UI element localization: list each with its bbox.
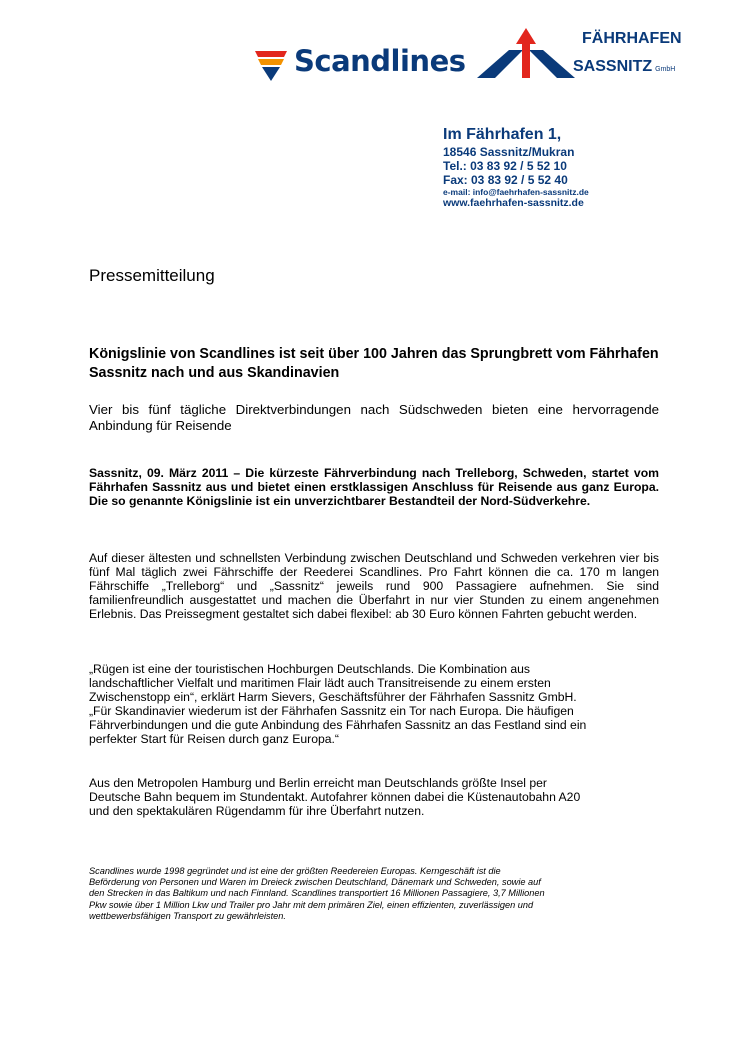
body-paragraph-2 <box>89 662 659 746</box>
address-tel: Tel.: 03 83 92 / 5 52 10 <box>443 159 567 173</box>
body-paragraph-3-line: und den spektakulären Rügendamm für ihre Überfahrt nutzen. <box>89 804 425 818</box>
lead-paragraph: Sassnitz, 09. März 2011 – Die kürzeste Fährverbindung nach Trelleborg, Schweden, startet vom Fährhafen Sassnitz aus und bietet einen erstklassigen Anschluss für Reisende aus ganz Europa. Die so genannte Königslinie ist ein unverzichtbarer Bestandteil der Nord-Südverkehre. <box>89 466 659 508</box>
subheadline: Vier bis fünf tägliche Direktverbindungen nach Südschweden bieten eine hervorragende Anbindung für Reisende <box>89 402 659 433</box>
body-paragraph-1: Auf dieser ältesten und schnellsten Verbindung zwischen Deutschland und Schweden verkehren vier bis fünf Mal täglich zwei Fährschiffe der Reederei Scandlines. Pro Fahrt können die ca. 170 m langen Fährschiffe „Trelleborg“ und „Sassnitz“ jeweils rund 900 Passagiere aufnehmen. Sie sind familienfreundlich ausgestattet und machen die Überfahrt in nur vier Stunden zu einem angenehmen Erlebnis. Das Preissegment gestaltet sich dabei flexibel: ab 30 Euro können Fahrten gebucht werden. <box>89 551 659 621</box>
faehrhafen-logo-gmbh: GmbH <box>655 66 676 73</box>
boilerplate-line: wettbewerbsfähigen Transport zu gewährleisten. <box>89 910 286 921</box>
address-email-link[interactable]: e-mail: info@faehrhafen-sassnitz.de <box>443 187 589 197</box>
address-city: 18546 Sassnitz/Mukran <box>443 145 575 159</box>
company-boilerplate <box>89 866 659 922</box>
body-paragraph-2-line: „Rügen ist eine der touristischen Hochburgen Deutschlands. Die Kombination aus <box>89 662 531 676</box>
faehrhafen-logo-mark-icon <box>477 28 575 80</box>
body-paragraph-2-line: Zwischenstopp ein“, erklärt Harm Sievers, Geschäftsführer der Fährhafen Sassnitz GmbH. <box>89 690 577 704</box>
headline: Königslinie von Scandlines ist seit über 100 Jahren das Sprungbrett vom Fährhafen Sassnitz nach und aus Skandinavien <box>89 346 659 381</box>
faehrhafen-logo-sassnitz: SASSNITZ <box>573 58 653 75</box>
body-paragraph-2-line: landschaftlicher Vielfalt und maritimen Flair lädt auch Transitreisende zu einem ersten <box>89 676 551 690</box>
address-block <box>443 125 589 209</box>
address-street: Im Fährhafen 1, <box>443 126 562 143</box>
boilerplate-line: den Strecken in das Baltikum und nach Finnland. Scandlines transportiert 16 Millionen Passagiere, 3,7 Millionen <box>89 888 545 899</box>
address-website-link[interactable]: www.faehrhafen-sassnitz.de <box>443 197 584 209</box>
body-paragraph-2-line: „Für Skandinavier wiederum ist der Fährhafen Sassnitz ein Tor nach Europa. Die häufigen <box>89 704 574 718</box>
body-paragraph-3-line: Aus den Metropolen Hamburg und Berlin erreicht man Deutschlands größte Insel per <box>89 776 547 790</box>
scandlines-logo <box>254 44 469 86</box>
document-type: Pressemitteilung <box>89 266 215 285</box>
boilerplate-line: Beförderung von Personen und Waren im Dreieck zwischen Deutschland, Dänemark und Schweden, sowie auf <box>89 877 541 888</box>
boilerplate-line: Pkw sowie über 1 Million Lkw und Trailer pro Jahr mit dem primären Ziel, einen effizienten, zuverlässigen und <box>89 899 534 910</box>
body-paragraph-2-line: perfekter Start für Reisen durch ganz Europa.“ <box>89 732 339 746</box>
scandlines-logo-text: Scandlines <box>294 44 466 78</box>
body-paragraph-3-line: Deutsche Bahn bequem im Stundentakt. Autofahrer können dabei die Küstenautobahn A20 <box>89 790 581 804</box>
faehrhafen-logo-line1: FÄHRHAFEN <box>582 30 682 47</box>
body-paragraph-3 <box>89 776 659 818</box>
boilerplate-line: Scandlines wurde 1998 gegründet und ist eine der größten Reedereien Europas. Kerngeschäft ist die <box>89 866 501 876</box>
address-fax: Fax: 03 83 92 / 5 52 40 <box>443 173 568 187</box>
body-paragraph-2-line: Fährverbindungen und die gute Anbindung des Fährhafen Sassnitz an das Festland sind ein <box>89 718 587 732</box>
faehrhafen-logo <box>477 26 697 86</box>
scandlines-logo-mark-icon <box>254 48 288 82</box>
faehrhafen-logo-line2 <box>573 58 675 76</box>
